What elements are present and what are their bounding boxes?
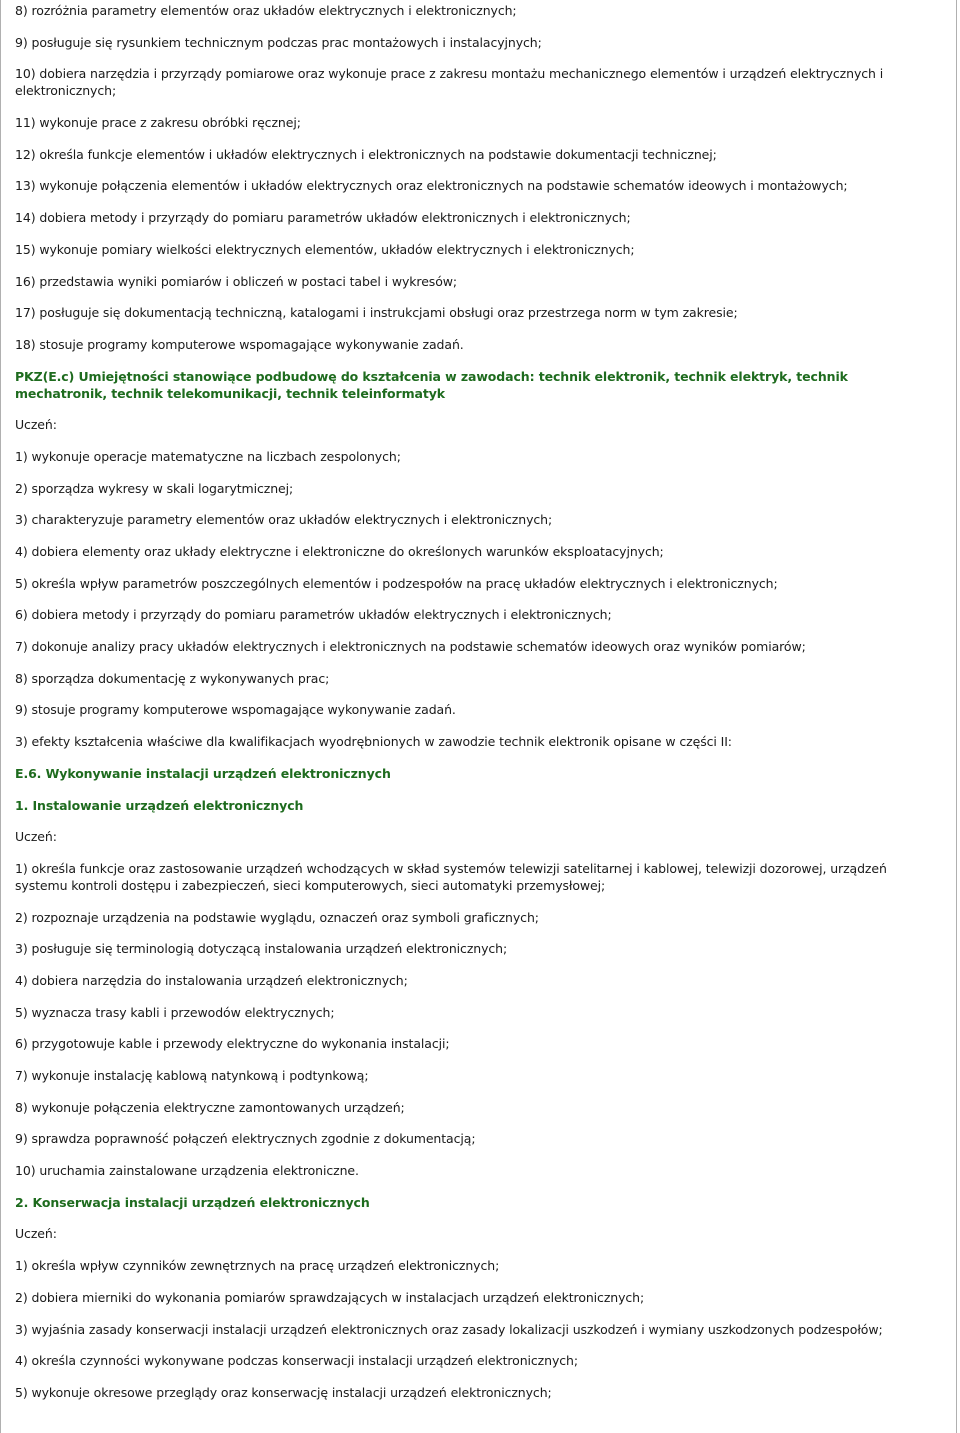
section-2-heading: 2. Konserwacja instalacji urządzeń elektronicznych <box>15 1194 370 1210</box>
list-item: 8) sporządza dokumentację z wykonywanych prac; <box>15 670 330 686</box>
list-item: 3) charakteryzuje parametry elementów oraz układów elektrycznych i elektronicznych; <box>15 512 553 528</box>
list-item: 17) posługuje się dokumentacją techniczną, katalogami i instrukcjami obsługi oraz przestrzega norm w tym zakresie; <box>15 305 738 321</box>
pkz-heading: PKZ(E.c) Umiejętności stanowiące podbudowę do kształcenia w zawodach: technik elektronik, technik elektryk, technik mechatronik, technik telekomunikacji, technik teleinformatyk <box>15 368 848 401</box>
top-list <box>15 2 942 353</box>
section-1-heading: 1. Instalowanie urządzeń elektronicznych <box>15 797 304 813</box>
list-item: 2) sporządza wykresy w skali logarytmicznej; <box>15 480 294 496</box>
list-item: 9) stosuje programy komputerowe wspomagające wykonywanie zadań. <box>15 702 456 718</box>
list-item: 3) posługuje się terminologią dotyczącą instalowania urządzeń elektronicznych; <box>15 941 508 957</box>
uczen-label: Uczeń: <box>15 829 57 845</box>
list-item: 18) stosuje programy komputerowe wspomagające wykonywanie zadań. <box>15 336 464 352</box>
list-item: 6) przygotowuje kable i przewody elektryczne do wykonania instalacji; <box>15 1036 450 1052</box>
list-item: 9) posługuje się rysunkiem technicznym podczas prac montażowych i instalacyjnych; <box>15 34 542 50</box>
list-item: 4) określa czynności wykonywane podczas konserwacji instalacji urządzeń elektronicznych; <box>15 1353 578 1369</box>
list-item: 4) dobiera elementy oraz układy elektryczne i elektroniczne do określonych warunków eksploatacyjnych; <box>15 544 664 559</box>
list-item: 11) wykonuje prace z zakresu obróbki ręcznej; <box>15 115 301 131</box>
list-item: 10) dobiera narzędzia i przyrządy pomiarowe oraz wykonuje prace z zakresu montażu mechanicznego elementów i urządzeń elektrycznych i elektronicznych; <box>15 66 884 99</box>
list-item: 1) określa wpływ czynników zewnętrznych na pracę urządzeń elektronicznych; <box>15 1258 500 1274</box>
list-item: 5) wykonuje okresowe przeglądy oraz konserwację instalacji urządzeń elektronicznych; <box>15 1384 552 1400</box>
list-item: 1) określa funkcje oraz zastosowanie urządzeń wchodzących w skład systemów telewizji satelitarnej i kablowej, telewizji dozorowej, urządzeń systemu kontroli dostępu i zabezpieczeń, sieci komputerowych, sieci automatyki przemysłowej; <box>15 860 887 893</box>
list-item: 8) rozróżnia parametry elementów oraz układów elektrycznych i elektronicznych; <box>15 3 517 18</box>
list-item: 7) dokonuje analizy pracy układów elektrycznych i elektronicznych na podstawie schematów ideowych oraz wyników pomiarów; <box>15 639 806 655</box>
list-item: 6) dobiera metody i przyrządy do pomiaru parametrów układów elektrycznych i elektronicznych; <box>15 607 612 623</box>
uczen-label: Uczeń: <box>15 1226 57 1242</box>
list-item: 5) określa wpływ parametrów poszczególnych elementów i podzespołów na pracę układów elektrycznych i elektronicznych; <box>15 575 778 591</box>
e6-heading: E.6. Wykonywanie instalacji urządzeń elektronicznych <box>15 765 391 781</box>
list-item: 2) rozpoznaje urządzenia na podstawie wyglądu, oznaczeń oraz symboli graficznych; <box>15 909 539 925</box>
list-item: 10) uruchamia zainstalowane urządzenia elektroniczne. <box>15 1163 359 1179</box>
list-item: 2) dobiera mierniki do wykonania pomiarów sprawdzających w instalacjach urządzeń elektronicznych; <box>15 1289 645 1305</box>
list-item: 15) wykonuje pomiary wielkości elektrycznych elementów, układów elektrycznych i elektronicznych; <box>15 241 635 257</box>
list-item: 7) wykonuje instalację kablową natynkową i podtynkową; <box>15 1068 369 1083</box>
section-1 <box>15 797 942 1180</box>
list-item: 13) wykonuje połączenia elementów i układów elektrycznych oraz elektronicznych na podstawie schematów ideowych i montażowych; <box>15 178 848 194</box>
list-item: 14) dobiera metody i przyrządy do pomiaru parametrów układów elektronicznych i elektronicznych; <box>15 210 631 226</box>
list-item: 3) wyjaśnia zasady konserwacji instalacji urządzeń elektronicznych oraz zasady lokalizacji uszkodzeń i wymiany uszkodzonych podzespołów; <box>15 1321 883 1337</box>
efekty-line: 3) efekty kształcenia właściwe dla kwalifikacjach wyodrębnionych w zawodzie technik elektronik opisane w części II: <box>15 734 732 750</box>
list-item: 1) wykonuje operacje matematyczne na liczbach zespolonych; <box>15 448 401 464</box>
list-item: 4) dobiera narzędzia do instalowania urządzeń elektronicznych; <box>15 972 408 988</box>
section-2 <box>15 1194 942 1401</box>
list-item: 9) sprawdza poprawność połączeń elektrycznych zgodnie z dokumentacją; <box>15 1131 476 1147</box>
list-item: 12) określa funkcje elementów i układów elektrycznych i elektronicznych na podstawie dokumentacji technicznej; <box>15 146 717 162</box>
pkz-section <box>15 368 942 719</box>
list-item: 5) wyznacza trasy kabli i przewodów elektrycznych; <box>15 1004 335 1020</box>
uczen-label: Uczeń: <box>15 417 57 433</box>
list-item: 8) wykonuje połączenia elektryczne zamontowanych urządzeń; <box>15 1099 405 1115</box>
list-item: 16) przedstawia wyniki pomiarów i obliczeń w postaci tabel i wykresów; <box>15 273 457 289</box>
